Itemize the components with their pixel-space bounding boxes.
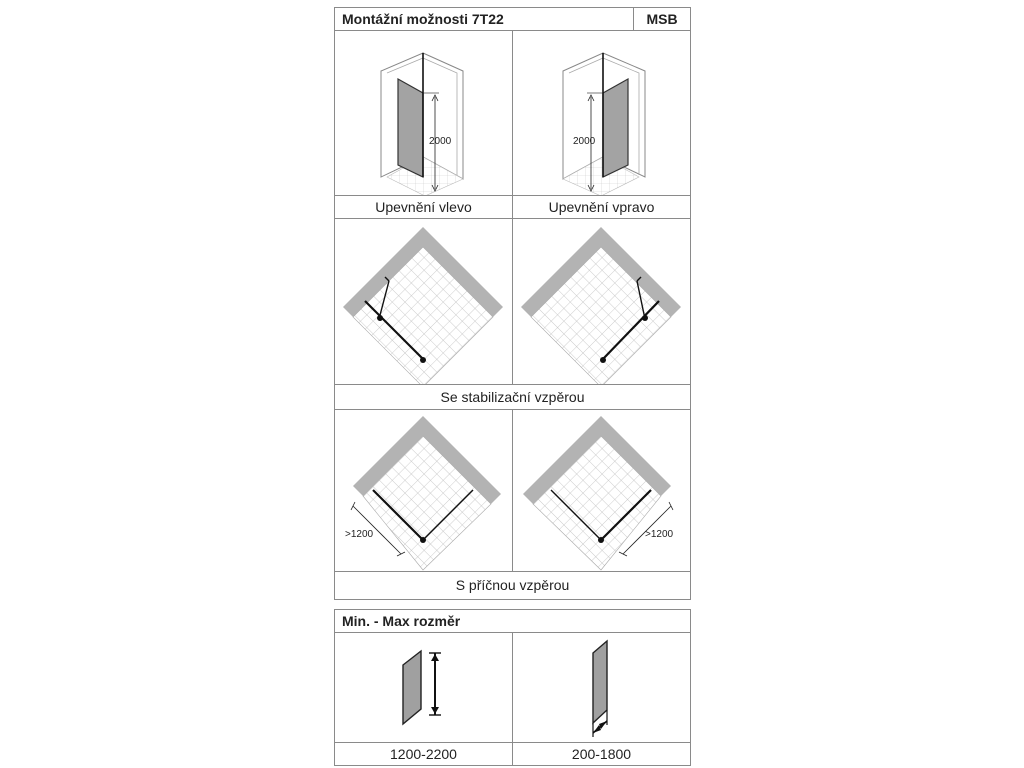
width-dimension-label: >1200 xyxy=(645,529,674,540)
diagram-stabilizer-left xyxy=(335,219,512,384)
row-divider xyxy=(335,742,690,743)
row-divider xyxy=(335,384,690,385)
mounting-options-header xyxy=(335,8,690,31)
width-dimension-label: >1200 xyxy=(345,529,374,540)
diagram-width-range xyxy=(513,633,690,742)
diagram-right-mount xyxy=(513,31,690,195)
height-dimension-label: 2000 xyxy=(573,136,596,147)
caption-height-range: 1200-2200 xyxy=(390,746,457,762)
caption-left-mount: Upevnění vlevo xyxy=(375,199,472,215)
caption-width-range: 200-1800 xyxy=(571,746,632,762)
diagram-cross-brace-right xyxy=(513,410,690,571)
diagram-cross-brace-left xyxy=(335,410,512,571)
height-dimension-label: 2000 xyxy=(429,136,452,147)
mounting-options-title: Montážní možnosti 7T22 xyxy=(342,11,504,27)
diagram-height-range xyxy=(335,633,512,742)
caption-right-mount: Upevnění vpravo xyxy=(548,199,655,215)
caption-cross-brace: S příčnou vzpěrou xyxy=(455,577,570,593)
min-max-size-table xyxy=(334,609,691,766)
caption-stabilizer: Se stabilizační vzpěrou xyxy=(440,389,585,405)
mounting-options-table xyxy=(334,7,691,600)
diagram-stabilizer-right xyxy=(513,219,690,384)
min-max-title: Min. - Max rozměr xyxy=(342,613,461,629)
product-code: MSB xyxy=(633,8,690,30)
row-divider xyxy=(335,195,690,196)
diagram-left-mount xyxy=(335,31,512,195)
min-max-header xyxy=(335,610,690,633)
row-divider xyxy=(335,571,690,572)
